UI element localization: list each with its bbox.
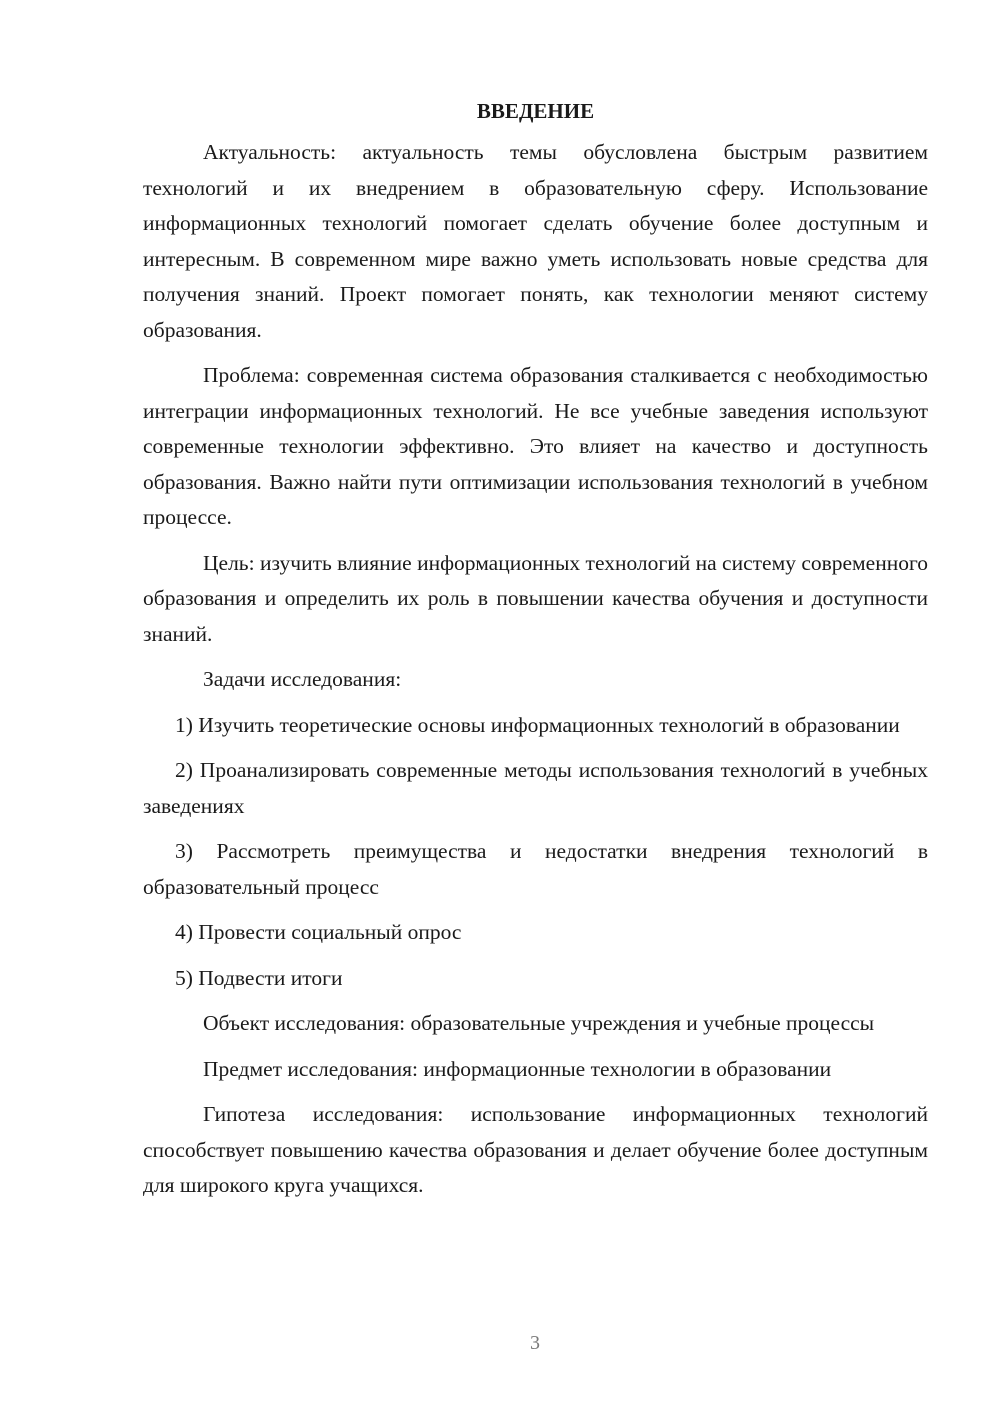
task-item-3: 3) Рассмотреть преимущества и недостатки внедрения технологий в образовательный процесс [143, 839, 928, 899]
page-number: 3 [530, 1332, 540, 1354]
task-item-1: 1) Изучить теоретические основы информационных технологий в образовании [175, 712, 900, 737]
tasks-heading: Задачи исследования: [203, 667, 402, 691]
task-item-4: 4) Провести социальный опрос [175, 920, 462, 944]
hypothesis-paragraph: Гипотеза исследования: использование информационных технологий способствует повышению качества образования и делает обучение более доступным для широкого круга учащихся. [143, 1102, 928, 1197]
task-item-5: 5) Подвести итоги [175, 965, 343, 990]
object-paragraph: Объект исследования: образовательные учреждения и учебные процессы [203, 1011, 875, 1035]
page-content [143, 96, 928, 1214]
relevance-paragraph: Актуальность: актуальность темы обусловлена быстрым развитием технологий и их внедрением в образовательную сферу. Использование информационных технологий помогает сделать обучение более доступным и интересным. В современном мире важно уметь использовать новые средства для получения знаний. Проект помогает понять, как технологии меняют систему образования. [143, 140, 928, 342]
goal-paragraph: Цель: изучить влияние информационных технологий на систему современного образования и определить их роль в повышении качества обучения и доступности знаний. [143, 550, 928, 646]
problem-paragraph: Проблема: современная система образования сталкивается с необходимостью интеграции информационных технологий. Не все учебные заведения используют современные технологии эффективно. Это влияет на качество и доступность образования. Важно найти пути оптимизации использования технологий в учебном процессе. [143, 363, 928, 529]
task-item-2: 2) Проанализировать современные методы использования технологий в учебных заведениях [143, 758, 928, 818]
section-title: ВВЕДЕНИЕ [476, 99, 595, 123]
subject-paragraph: Предмет исследования: информационные технологии в образовании [203, 1056, 832, 1081]
